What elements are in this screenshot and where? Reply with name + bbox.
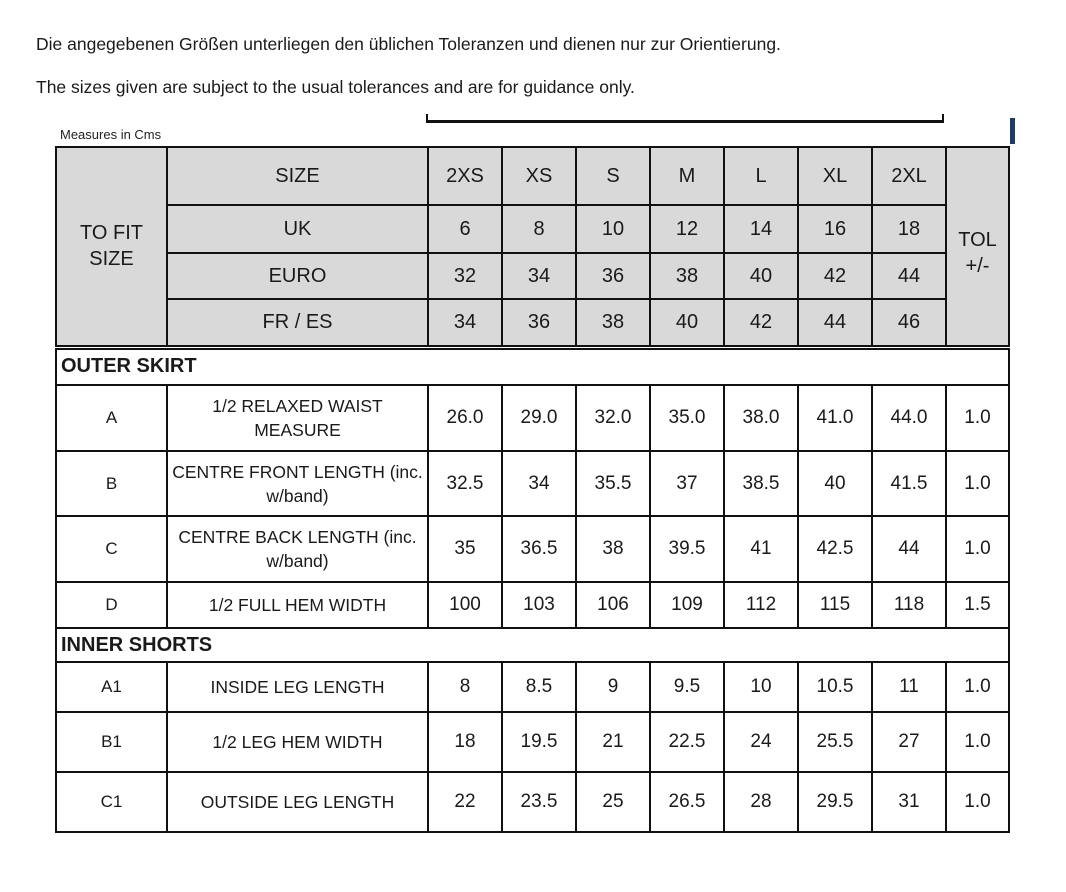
measurement-value: 9.5 <box>650 662 724 712</box>
size-value: 42 <box>724 299 798 347</box>
measurement-value: 8 <box>428 662 502 712</box>
section-title: OUTER SKIRT <box>56 347 1009 385</box>
measurement-value: 115 <box>798 582 872 628</box>
measurement-value: 35 <box>428 516 502 582</box>
header-row <box>56 205 1009 253</box>
measurement-value: 38.0 <box>724 385 798 451</box>
measurement-value: 38 <box>576 516 650 582</box>
measurement-value: 35.5 <box>576 451 650 516</box>
measurement-row <box>56 662 1009 712</box>
size-system-label: FR / ES <box>167 299 428 347</box>
size-value: M <box>650 147 724 205</box>
tolerance-value: 1.0 <box>946 385 1009 451</box>
measurement-value: 27 <box>872 712 946 772</box>
tolerance-value: 1.0 <box>946 772 1009 832</box>
measurement-row <box>56 385 1009 451</box>
measurement-value: 32.5 <box>428 451 502 516</box>
intro-text-german: Die angegebenen Größen unterliegen den üblichen Toleranzen und dienen nur zur Orientierung. <box>36 34 781 54</box>
measurement-value: 100 <box>428 582 502 628</box>
header-row <box>56 299 1009 347</box>
measurement-value: 44.0 <box>872 385 946 451</box>
measurement-code: A <box>56 385 167 451</box>
size-value: XS <box>502 147 576 205</box>
measurement-value: 106 <box>576 582 650 628</box>
measurement-value: 32.0 <box>576 385 650 451</box>
size-value: 42 <box>798 253 872 299</box>
measurement-name: CENTRE BACK LENGTH (inc. w/band) <box>167 516 428 582</box>
measurement-value: 11 <box>872 662 946 712</box>
measurement-value: 19.5 <box>502 712 576 772</box>
measurement-value: 41.0 <box>798 385 872 451</box>
size-value: 40 <box>650 299 724 347</box>
size-value: 40 <box>724 253 798 299</box>
measurement-value: 9 <box>576 662 650 712</box>
tolerance-value: 1.0 <box>946 516 1009 582</box>
tolerance-value: 1.0 <box>946 712 1009 772</box>
size-value: S <box>576 147 650 205</box>
units-label: Measures in Cms <box>60 127 162 142</box>
measurement-code: C <box>56 516 167 582</box>
measurement-value: 31 <box>872 772 946 832</box>
measurement-value: 22 <box>428 772 502 832</box>
measurement-value: 39.5 <box>650 516 724 582</box>
measurement-value: 44 <box>872 516 946 582</box>
measurement-code: C1 <box>56 772 167 832</box>
size-value: 34 <box>428 299 502 347</box>
measurement-name: OUTSIDE LEG LENGTH <box>167 772 428 832</box>
measurement-value: 41 <box>724 516 798 582</box>
section-header-row <box>56 347 1009 385</box>
measurement-value: 22.5 <box>650 712 724 772</box>
size-value: 8 <box>502 205 576 253</box>
measurement-value: 42.5 <box>798 516 872 582</box>
intro-text-english: The sizes given are subject to the usual tolerances and are for guidance only. <box>36 77 635 97</box>
size-value: 2XS <box>428 147 502 205</box>
size-value: 36 <box>576 253 650 299</box>
tolerance-value: 1.0 <box>946 451 1009 516</box>
tolerance-label: TOL +/- <box>946 147 1009 347</box>
measurement-row <box>56 772 1009 832</box>
measurement-value: 118 <box>872 582 946 628</box>
measurement-code: D <box>56 582 167 628</box>
measurement-name: 1/2 LEG HEM WIDTH <box>167 712 428 772</box>
top-rule-left-tick <box>426 114 428 123</box>
size-value: 10 <box>576 205 650 253</box>
size-value: 38 <box>576 299 650 347</box>
measurement-value: 25 <box>576 772 650 832</box>
measurement-value: 25.5 <box>798 712 872 772</box>
measurement-row <box>56 582 1009 628</box>
measurement-code: B1 <box>56 712 167 772</box>
size-value: 6 <box>428 205 502 253</box>
size-value: 12 <box>650 205 724 253</box>
size-chart-body <box>56 147 1009 832</box>
header-row <box>56 253 1009 299</box>
size-value: 44 <box>872 253 946 299</box>
measurement-value: 41.5 <box>872 451 946 516</box>
size-system-label: UK <box>167 205 428 253</box>
size-value: 18 <box>872 205 946 253</box>
section-title: INNER SHORTS <box>56 628 1009 662</box>
measurement-value: 34 <box>502 451 576 516</box>
measurement-row <box>56 451 1009 516</box>
measurement-name: INSIDE LEG LENGTH <box>167 662 428 712</box>
header-row <box>56 147 1009 205</box>
measurement-value: 23.5 <box>502 772 576 832</box>
size-value: XL <box>798 147 872 205</box>
size-system-label: SIZE <box>167 147 428 205</box>
measurement-name: 1/2 FULL HEM WIDTH <box>167 582 428 628</box>
size-value: L <box>724 147 798 205</box>
size-value: 36 <box>502 299 576 347</box>
size-value: 38 <box>650 253 724 299</box>
measurement-value: 26.0 <box>428 385 502 451</box>
measurement-name: CENTRE FRONT LENGTH (inc. w/band) <box>167 451 428 516</box>
measurement-value: 24 <box>724 712 798 772</box>
measurement-code: A1 <box>56 662 167 712</box>
section-header-row <box>56 628 1009 662</box>
measurement-value: 8.5 <box>502 662 576 712</box>
measurement-value: 28 <box>724 772 798 832</box>
measurement-value: 109 <box>650 582 724 628</box>
size-chart-table <box>55 146 1010 833</box>
measurement-value: 26.5 <box>650 772 724 832</box>
measurement-value: 38.5 <box>724 451 798 516</box>
measurement-value: 112 <box>724 582 798 628</box>
size-system-label: EURO <box>167 253 428 299</box>
measurement-value: 10 <box>724 662 798 712</box>
size-value: 2XL <box>872 147 946 205</box>
top-rule-right-tick <box>942 114 944 123</box>
measurement-row <box>56 516 1009 582</box>
top-rule <box>426 120 944 123</box>
measurement-value: 35.0 <box>650 385 724 451</box>
to-fit-size-label: TO FIT SIZE <box>56 147 167 347</box>
measurement-value: 21 <box>576 712 650 772</box>
measurement-value: 18 <box>428 712 502 772</box>
measurement-value: 29.5 <box>798 772 872 832</box>
measurement-row <box>56 712 1009 772</box>
size-value: 34 <box>502 253 576 299</box>
size-value: 14 <box>724 205 798 253</box>
size-value: 16 <box>798 205 872 253</box>
size-value: 46 <box>872 299 946 347</box>
edge-marker <box>1010 118 1015 144</box>
measurement-name: 1/2 RELAXED WAIST MEASURE <box>167 385 428 451</box>
measurement-value: 103 <box>502 582 576 628</box>
measurement-value: 40 <box>798 451 872 516</box>
measurement-value: 29.0 <box>502 385 576 451</box>
measurement-value: 36.5 <box>502 516 576 582</box>
size-value: 44 <box>798 299 872 347</box>
measurement-value: 10.5 <box>798 662 872 712</box>
size-value: 32 <box>428 253 502 299</box>
measurement-value: 37 <box>650 451 724 516</box>
tolerance-value: 1.0 <box>946 662 1009 712</box>
tolerance-value: 1.5 <box>946 582 1009 628</box>
measurement-code: B <box>56 451 167 516</box>
